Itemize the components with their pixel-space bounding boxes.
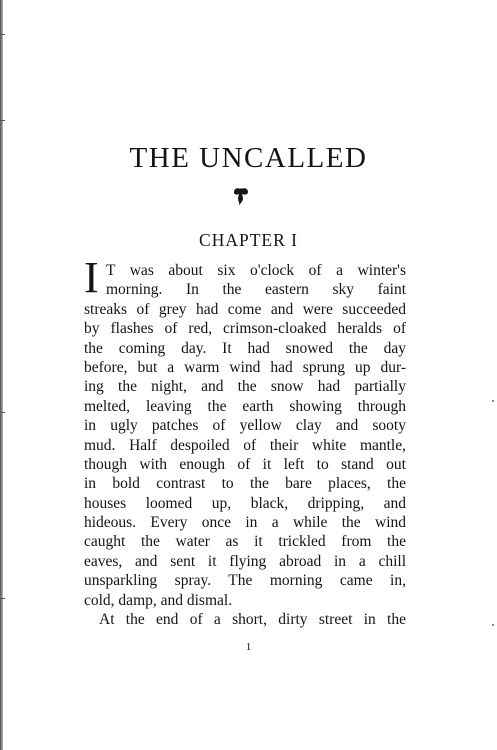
text-line: houses loomed up, black, dripping, and <box>84 494 406 512</box>
chapter-heading: CHAPTER I <box>199 230 298 250</box>
spine-mark <box>0 598 5 599</box>
text-line: the coming day. It had snowed the day <box>84 339 406 357</box>
book-title: THE UNCALLED <box>129 142 368 174</box>
leaf-ornament-icon <box>230 186 252 210</box>
text-line: T was about six o'clock of a winter's <box>106 262 406 279</box>
text-line: ing the night, and the snow had partially <box>84 378 406 396</box>
text-line: eaves, and sent it flying abroad in a chill <box>84 552 406 570</box>
text-line: streaks of grey had come and were succeeded <box>84 300 406 318</box>
text-line: though with enough of it left to stand out <box>84 455 406 473</box>
text-line: melted, leaving the earth showing through <box>84 397 406 415</box>
text-line: before, but a warm wind had sprung up dur- <box>84 358 406 376</box>
text-line: hideous. Every once in a while the wind <box>84 514 406 532</box>
text-line: morning. In the eastern sky faint <box>106 281 406 299</box>
spine-mark <box>0 120 5 121</box>
spine-mark <box>0 34 5 35</box>
page-spine-edge <box>0 0 3 750</box>
text-line: in ugly patches of yellow clay and sooty <box>84 417 406 435</box>
text-line: caught the water as it trickled from the <box>84 533 406 551</box>
scan-speck <box>492 624 494 626</box>
scan-speck <box>492 400 494 402</box>
drop-cap: I <box>84 253 99 302</box>
text-line: in bold contrast to the bare places, the <box>84 475 406 493</box>
text-line: At the end of a short, dirty street in the <box>99 611 406 629</box>
text-line: mud. Half despoiled of their white mantle, <box>84 436 406 454</box>
spine-mark <box>0 412 5 413</box>
text-line: by flashes of red, crimson-cloaked heralds of <box>84 320 406 338</box>
body-text <box>84 261 406 629</box>
text-line: unsparkling spray. The morning came in, <box>84 572 406 590</box>
text-line: cold, damp, and dismal. <box>84 591 233 609</box>
page-number: 1 <box>245 641 252 653</box>
